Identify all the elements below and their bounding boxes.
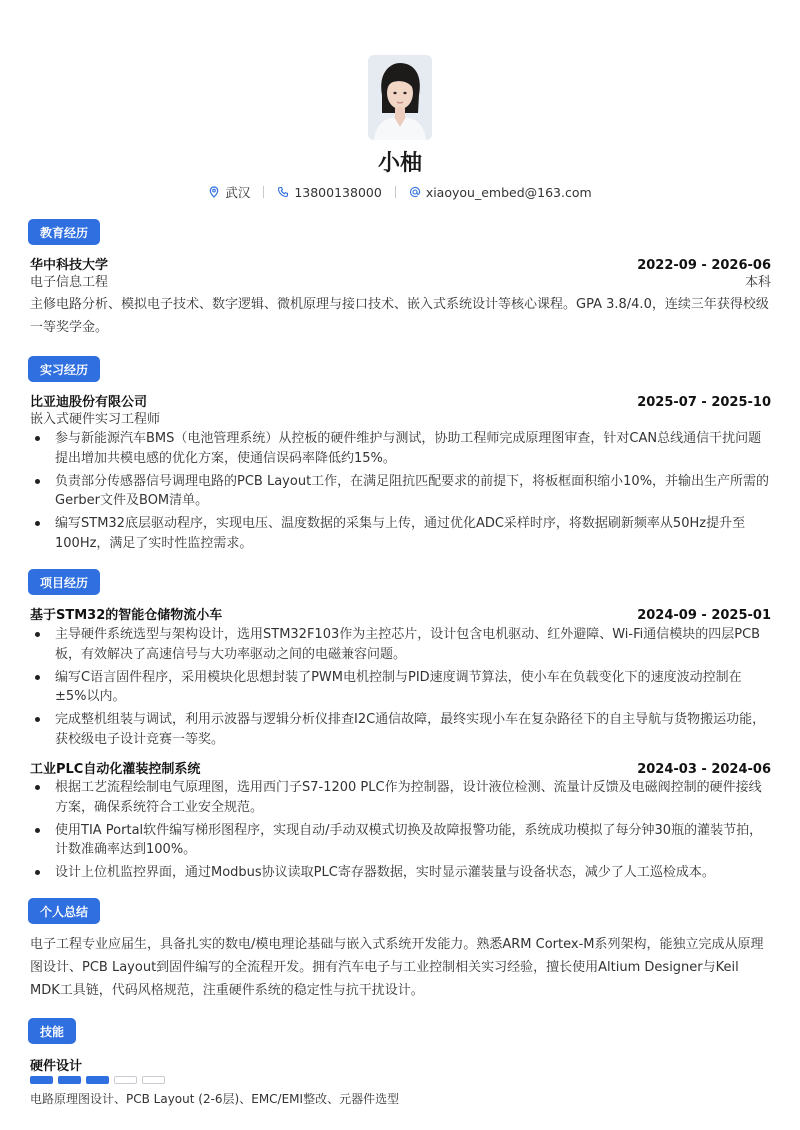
list-item: 负责部分传感器信号调理电路的PCB Layout工作，在满足阻抗匹配要求的前提下，将板框面积缩小10%，并输出生产所需的Gerber文件及BOM清单。: [30, 472, 772, 511]
list-item: 编写STM32底层驱动程序，实现电压、温度数据的采集与上传，通过优化ADC采样时序，将数据刷新频率从50Hz提升至100Hz，满足了实时性监控需求。: [30, 514, 772, 553]
project-header: [30, 758, 771, 777]
internship-bullets: [30, 429, 772, 557]
project-name: 工业PLC自动化灌装控制系统: [30, 762, 201, 777]
skill-level-empty: [114, 1076, 137, 1084]
email-icon: [409, 186, 421, 198]
contact-location: [208, 183, 250, 201]
section-title-internship: 实习经历: [28, 356, 100, 382]
location-icon: [208, 186, 220, 198]
skill-level-filled: [58, 1076, 81, 1084]
project-date: 2024-03 - 2024-06: [637, 762, 771, 777]
education-header: [30, 254, 771, 273]
contact-divider: [263, 186, 264, 198]
location-text: 武汉: [225, 185, 251, 200]
candidate-name: 小柚: [377, 151, 422, 176]
project-bullets: [30, 625, 772, 753]
major: 电子信息工程: [30, 275, 109, 290]
skill-description: 电路原理图设计、PCB Layout (2-6层)、EMC/EMI整改、元器件选型: [30, 1092, 400, 1106]
email-text: xiaoyou_embed@163.com: [425, 184, 592, 200]
summary-text: 电子工程专业应届生，具备扎实的数电/模电理论基础与嵌入式系统开发能力。熟悉ARM Cortex-M系列架构，能独立完成从原理图设计、PCB Layout到固件编写的全流程开发。拥有汽车电子与工业控制相关实习经验，擅长使用Altium Designer与Keil MDK工具链，代码风格规范，注重硬件系统的稳定性与抗干扰设计。: [30, 937, 764, 998]
skill-level-filled: [86, 1076, 109, 1084]
section-title-projects: 项目经历: [28, 569, 100, 595]
school-name: 华中科技大学: [30, 258, 109, 273]
phone-text: 13800138000: [294, 184, 382, 200]
section-title-summary: 个人总结: [28, 898, 100, 924]
phone-icon: [277, 186, 289, 198]
company-name: 比亚迪股份有限公司: [30, 395, 148, 410]
contact-email[interactable]: [409, 185, 592, 200]
list-item: 使用TIA Portal软件编写梯形图程序，实现自动/手动双模式切换及故障报警功能，系统成功模拟了每分钟30瓶的灌装节拍，计数准确率达到100%。: [30, 821, 772, 860]
degree: 本科: [744, 275, 771, 290]
list-item: 完成整机组装与调试，利用示波器与逻辑分析仪排查I2C通信故障，最终实现小车在复杂路径下的自主导航与货物搬运功能，获校级电子设计竞赛一等奖。: [30, 710, 772, 749]
list-item: 主导硬件系统选型与架构设计，选用STM32F103作为主控芯片，设计包含电机驱动、红外避障、Wi-Fi通信模块的四层PCB板，有效解决了高速信号与大功率驱动之间的电磁兼容问题。: [30, 625, 772, 664]
internship-role: 嵌入式硬件实习工程师: [30, 412, 161, 427]
project-header: [30, 604, 771, 623]
portrait-illustration: [368, 55, 432, 140]
internship-date: 2025-07 - 2025-10: [637, 395, 771, 410]
skill-level-bar: [30, 1076, 165, 1084]
section-title-education: 教育经历: [28, 219, 100, 245]
list-item: 根据工艺流程绘制电气原理图，选用西门子S7-1200 PLC作为控制器，设计液位检测、流量计反馈及电磁阀控制的硬件接线方案，确保系统符合工业安全规范。: [30, 778, 772, 817]
skill-name: 硬件设计: [30, 1059, 83, 1074]
contact-phone: [277, 185, 381, 200]
list-item: 设计上位机监控界面，通过Modbus协议读取PLC寄存器数据，实时显示灌装量与设备状态，减少了人工巡检成本。: [30, 863, 772, 883]
skill-level-empty: [142, 1076, 165, 1084]
contact-divider: [395, 186, 396, 198]
project-name: 基于STM32的智能仓储物流小车: [30, 608, 223, 623]
education-description: 主修电路分析、模拟电子技术、数字逻辑、微机原理与接口技术、嵌入式系统设计等核心课程。GPA 3.8/4.0，连续三年获得校级一等奖学金。: [30, 297, 769, 335]
list-item: 参与新能源汽车BMS（电池管理系统）从控板的硬件维护与测试，协助工程师完成原理图审查，针对CAN总线通信干扰问题提出增加共模电感的优化方案，使通信误码率降低约15%。: [30, 429, 772, 468]
section-title-skills: 技能: [28, 1018, 76, 1044]
contact-row: [0, 183, 800, 201]
list-item: 编写C语言固件程序，采用模块化思想封装了PWM电机控制与PID速度调节算法，使小车在负载变化下的速度波动控制在±5%以内。: [30, 668, 772, 707]
profile-photo: [368, 55, 432, 140]
project-date: 2024-09 - 2025-01: [637, 608, 771, 623]
education-date: 2022-09 - 2026-06: [637, 258, 771, 273]
skill-level-filled: [30, 1076, 53, 1084]
project-bullets: [30, 778, 772, 886]
